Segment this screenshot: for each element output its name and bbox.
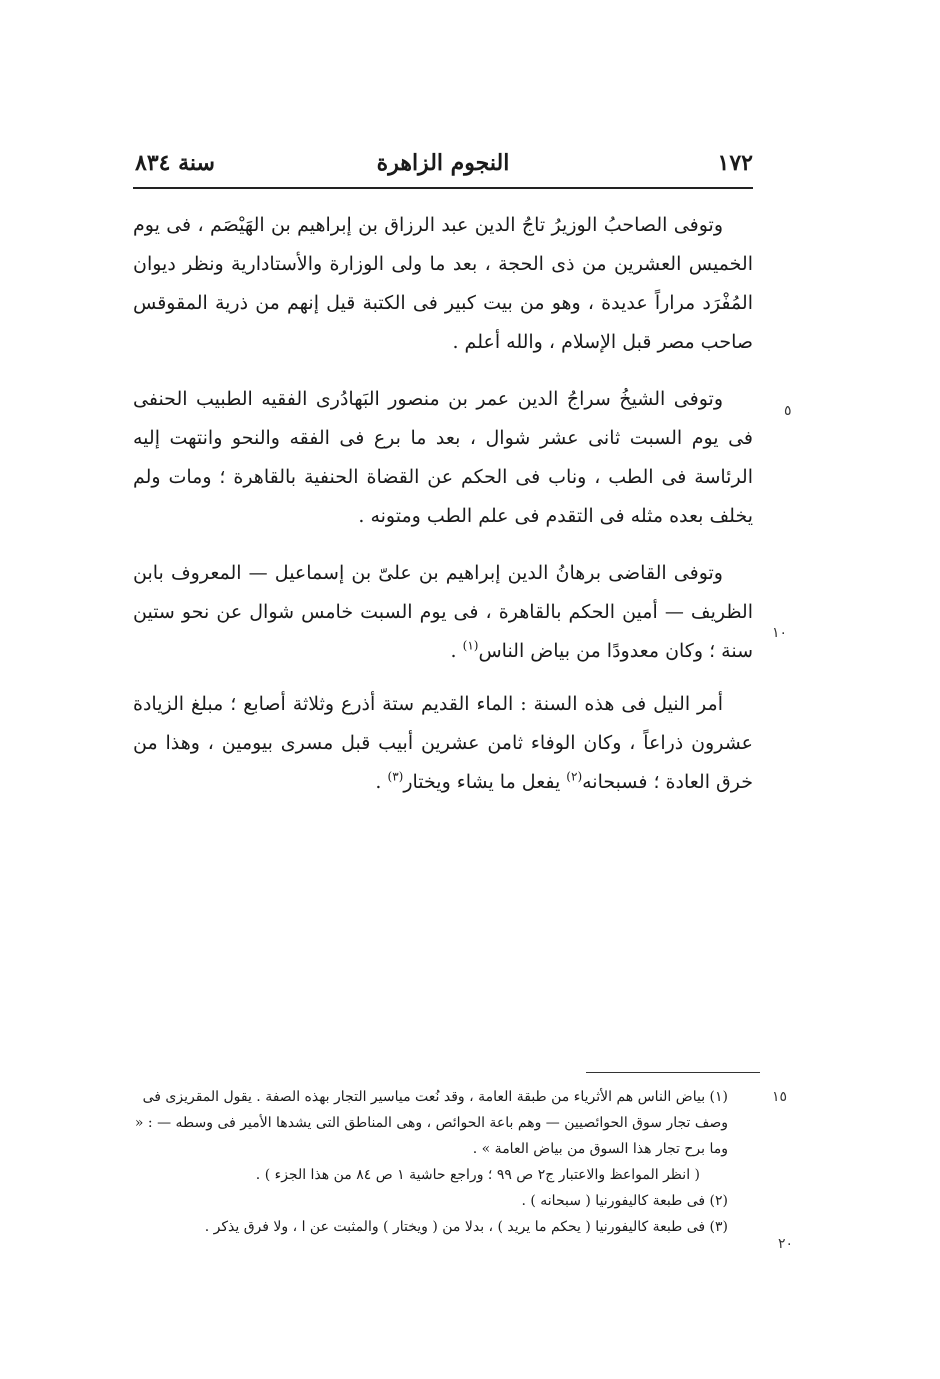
header-rule [133,187,753,189]
footnote-ref-2: (٢) [566,769,583,784]
page-number: ١٧٢ [717,150,753,176]
judge-obituary-text: وتوفى القاضى برهانُ الدين إبراهيم بن علىّ بن إسماعيل — المعروف بابن الظريف — أمين الحكم بالقاهرة ، فى يوم السبت خامس شوال عن نحو ستين سنة ؛ وكان معدودًا من بياض الناس [133,562,753,662]
year-label: سنة ٨٣٤ [135,150,215,176]
line-number-10: ١٠ [772,625,788,641]
footnote-1: (١) بياض الناس هم الأثرياء من طبقة العامة ، وقد نُعت مياسير التجار بهذه الصفة . يقول المقريزى فى وصف تجار سوق الحوائصيين — وهم باعة الحوائص ، وهى المناطق التى يشدها الأمير فى وسطه — : « وما برح تجار هذا السوق من بياض العامة » . [134,1089,728,1157]
paragraph-nile-report [133,685,753,802]
running-title: النجوم الزاهرة [376,150,510,176]
footnote-ref-1: (١) [462,638,479,653]
line-number-5: ٥ [784,403,792,419]
footnote-rule [586,1072,760,1073]
page-header [133,146,753,186]
nile-report-text: أمر النيل فى هذه السنة : الماء القديم ستة أذرع وثلاثة أصابع ؛ مبلغ الزيادة عشرون ذراعاً ، وكان الوفاء ثامن عشرين أبيب قبل مسرى بيومين ، وهذا من خرق العادة ؛ فسبحانه [133,693,753,793]
footnotes [133,1084,758,1240]
nile-report-mid: يفعل ما يشاء ويختار [403,771,567,793]
paragraph-vizier-obituary: وتوفى الصاحبُ الوزيرُ تاجُ الدين عبد الرزاق بن إبراهيم بن الهَيْصَم ، فى يوم الخميس العشرين من ذى الحجة ، بعد ما ولى الوزارة والأستادارية ونظر ديوان المُفْرَد مراراً عديدة ، وهو من بيت كبير فى الكتبة قيل إنهم من ذرية المقوقس صاحب مصر قبل الإسلام ، والله أعلم . [133,214,753,353]
paragraph-judge-obituary [133,554,753,671]
footnote-1-reference: ( انظر المواعظ والاعتبار ج٢ ص ٩٩ ؛ وراجع حاشية ١ ص ٨٤ من هذا الجزء ) . [255,1167,700,1183]
main-text [133,206,753,820]
footnote-2: (٢) فى طبعة كاليفورنيا ( سبحانه ) . [521,1193,728,1209]
paragraph-physician-obituary: وتوفى الشيخُ سراجُ الدين عمر بن منصور البَهادُرى الفقيه الطبيب الحنفى فى يوم السبت ثانى عشر شوال ، بعد ما برع فى الفقه والنحو وانتهت إليه الرئاسة فى الطب ، وناب فى الحكم عن القضاة الحنفية بالقاهرة ؛ ومات ولم يخلف بعده مثله فى التقدم فى علم الطب ومتونه . [133,388,753,527]
footnote-ref-3: (٣) [387,769,404,784]
nile-report-end: . [375,771,388,793]
line-number-15: ١٥ [772,1089,788,1105]
judge-obituary-end: . [450,640,463,662]
line-number-20: ٢٠ [778,1236,794,1252]
footnote-3: (٣) فى طبعة كاليفورنيا ( يحكم ما يريد ) ، بدلا من ( ويختار ) والمثبت عن ا ، ولا فرق يذكر . [204,1219,728,1235]
